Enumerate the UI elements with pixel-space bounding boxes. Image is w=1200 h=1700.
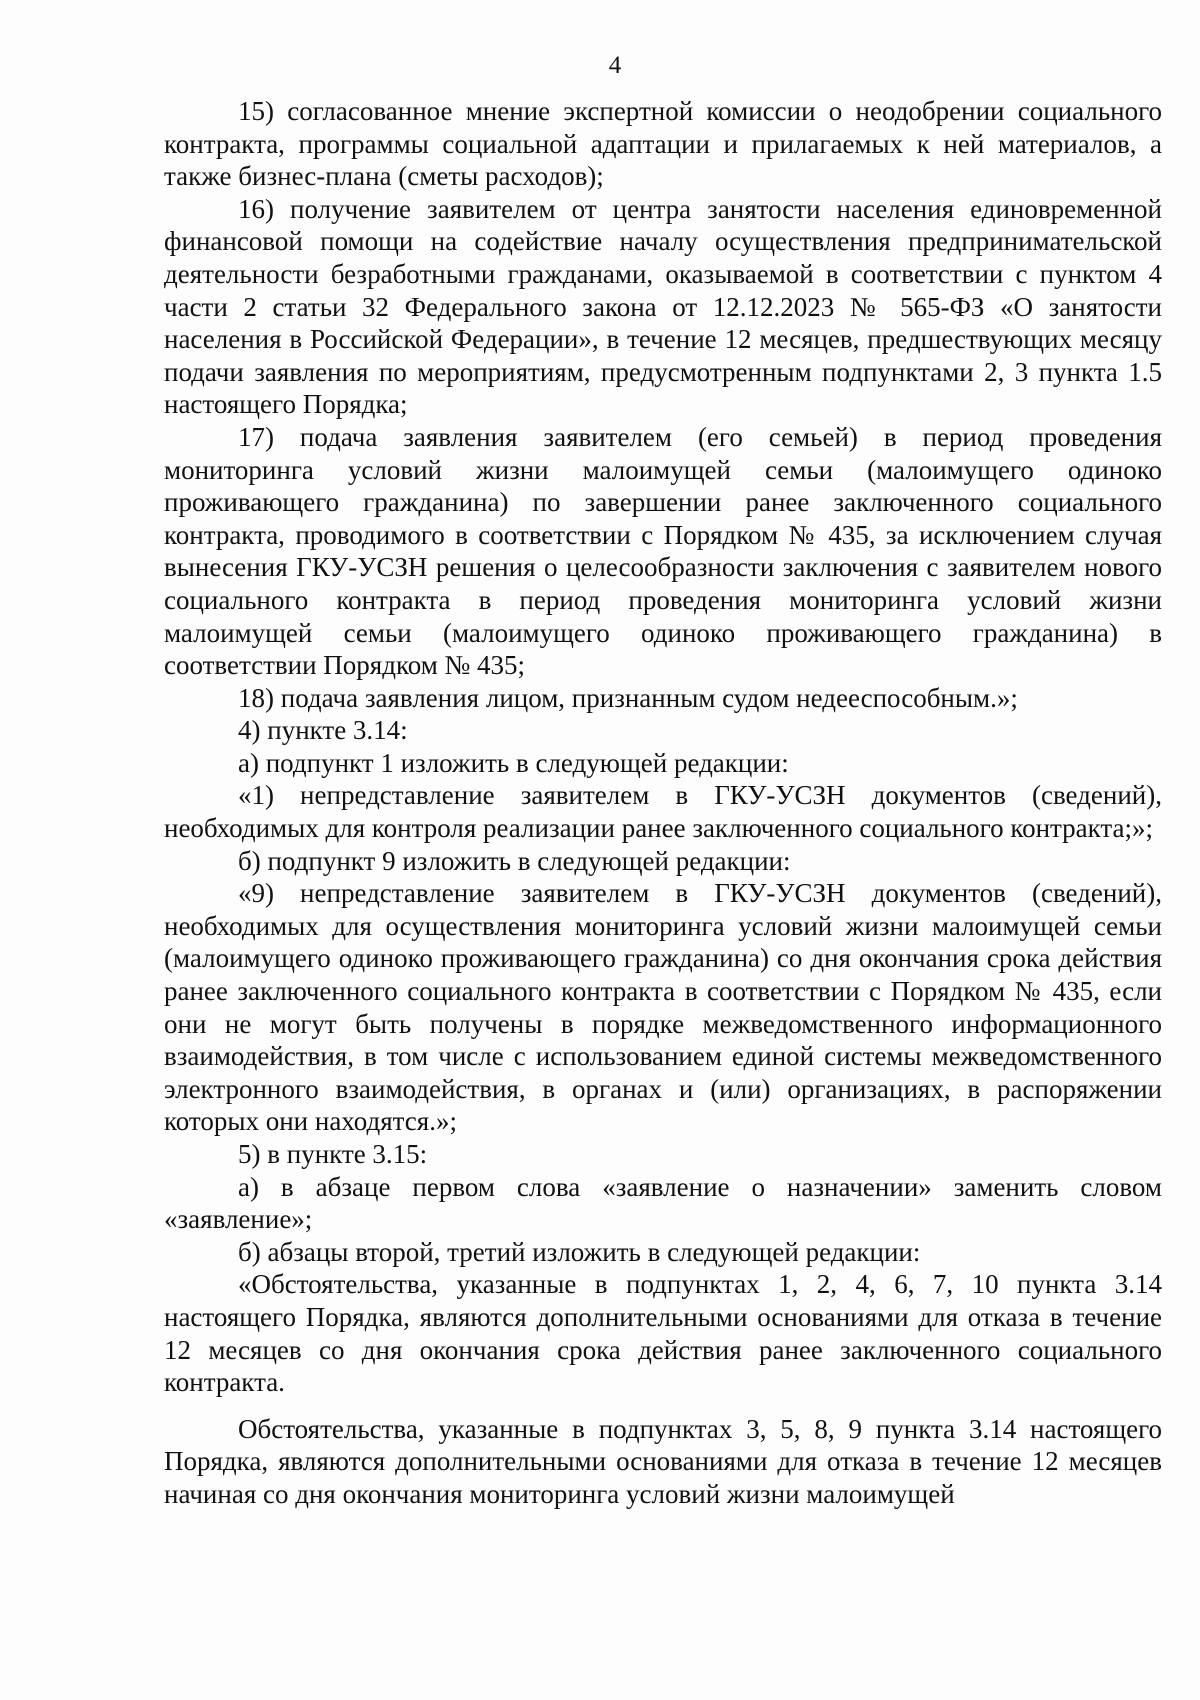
paragraph-item-15: 15) согласованное мнение экспертной комиссии о неодобрении социального контракта, программы социальной адаптации и прилагаемых к ней материалов, а также бизнес-плана (сметы расходов); <box>164 96 1162 192</box>
paragraph-quote-9: «9) непредставление заявителем в ГКУ-УСЗН документов (сведений), необходимых для осуществления мониторинга условий жизни малоимущей семьи (малоимущего одиноко проживающего гражданина) со дня окончания срока действия ранее заключенного социального контракта в соответствии с Порядком № 435, если они не могут быть получены в порядке межведомственного информационного взаимодействия, в том числе с использованием единой системы межведомственного электронного взаимодействия, в органах и (или) организациях, в распоряжении которых они находятся.»; <box>164 878 1162 1137</box>
paragraph-section-4: 4) пункте 3.14: <box>238 715 408 746</box>
paragraph-subpoint-b: б) подпункт 9 изложить в следующей редакции: <box>238 845 791 876</box>
paragraph-item-16: 16) получение заявителем от центра занятости населения единовременной финансовой помощи на содействие началу осуществления предпринимательской деятельности безработными гражданами, оказываемой в соответствии с пунктом 4 части 2 статьи 32 Федерального закона от 12.12.2023 № 565-ФЗ «О занятости населения в Российской Федерации», в течение 12 месяцев, предшествующих месяцу подачи заявления по мероприятиям, предусмотренным подпунктами 2, 3 пункта 1.5 настоящего Порядка; <box>164 193 1162 420</box>
paragraph-subpoint-b-2: б) абзацы второй, третий изложить в следующей редакции: <box>238 1236 921 1267</box>
paragraph-quote-circumstances-1: «Обстоятельства, указанные в подпунктах 1, 2, 4, 6, 7, 10 пункта 3.14 настоящего Порядка, являются дополнительными основаниями для отказа в течение 12 месяцев со дня окончания срока действия ранее заключенного социального контракта. <box>164 1269 1162 1398</box>
paragraph-circumstances-2: Обстоятельства, указанные в подпунктах 3, 5, 8, 9 пункта 3.14 настоящего Порядка, являются дополнительными основаниями для отказа в течение 12 месяцев начиная со дня окончания мониторинга условий жизни малоимущей <box>164 1413 1162 1509</box>
paragraph-section-5: 5) в пункте 3.15: <box>238 1139 428 1169</box>
document-body <box>164 95 1162 1511</box>
paragraph-subpoint-a-2: а) в абзаце первом слова «заявление о назначении» заменить словом «заявление»; <box>164 1171 1162 1235</box>
paragraph-quote-1: «1) непредставление заявителем в ГКУ-УСЗН документов (сведений), необходимых для контроля реализации ранее заключенного социального контракта;»; <box>164 780 1162 844</box>
paragraph-item-18: 18) подача заявления лицом, признанным судом недееспособным.»; <box>238 682 1018 713</box>
paragraph-subpoint-a: а) подпункт 1 изложить в следующей редакции: <box>238 747 789 778</box>
paragraph-item-17: 17) подача заявления заявителем (его семьей) в период проведения мониторинга условий жизни малоимущей семьи (малоимущего одиноко проживающего гражданина) по завершении ранее заключенного социального контракта, проводимого в соответствии с Порядком № 435, за исключением случая вынесения ГКУ-УСЗН решения о целесообразности заключения с заявителем нового социального контракта в период проведения мониторинга условий жизни малоимущей семьи (малоимущего одиноко проживающего гражданина) в соответствии Порядком № 435; <box>164 421 1162 681</box>
page-number: 4 <box>608 52 622 79</box>
